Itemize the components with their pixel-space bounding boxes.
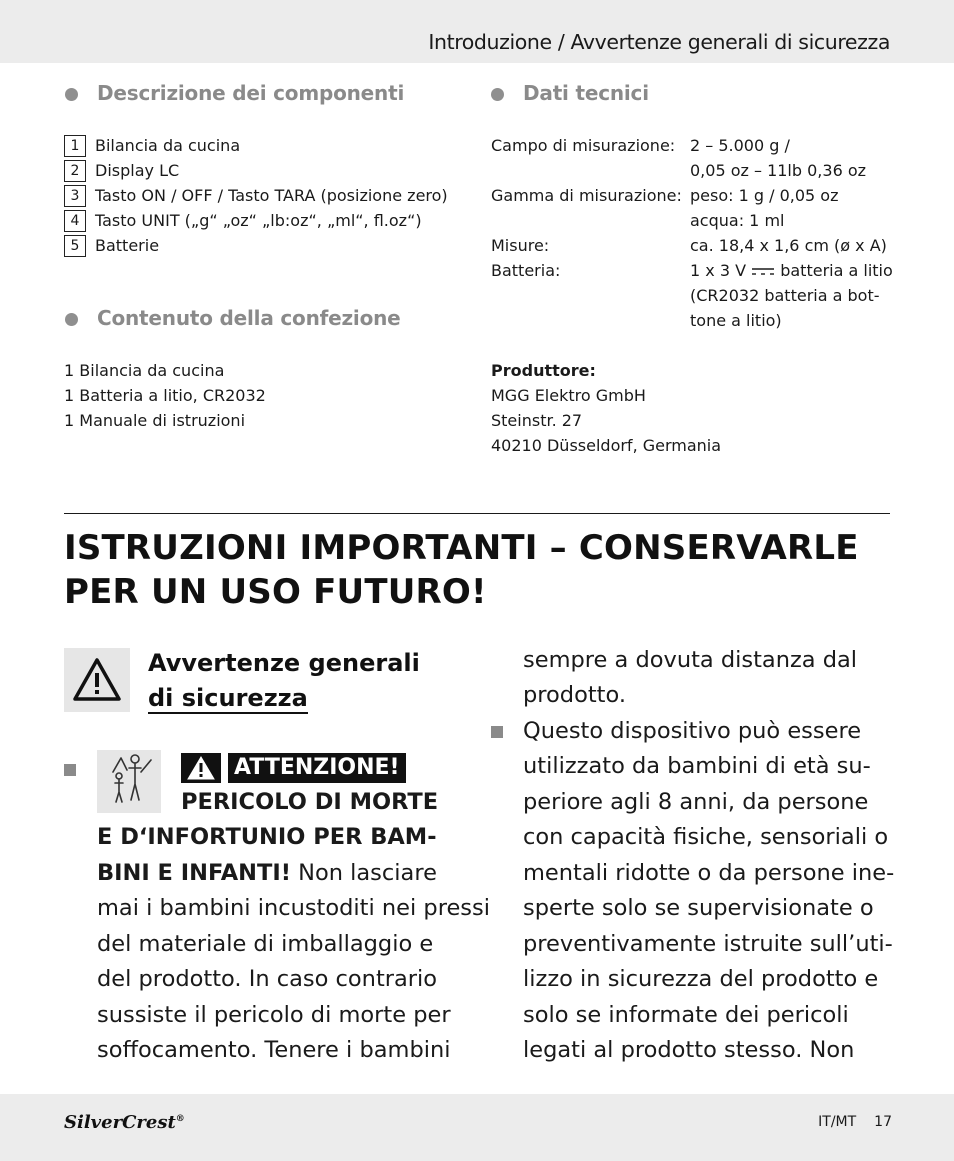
body-line: Questo dispositivo può essere xyxy=(523,718,862,744)
body-line: preventivamente istruite sull’uti- xyxy=(523,931,893,957)
tech-value-battery: 1 x 3 V batteria a litio xyxy=(690,261,893,280)
body-line: soffocamento. Tenere i bambini xyxy=(97,1037,451,1063)
item-number: 3 xyxy=(64,185,86,207)
body-line: prodotto. xyxy=(523,682,627,708)
page-number: 17 xyxy=(874,1114,892,1130)
tech-value: 2 – 5.000 g / xyxy=(690,136,790,155)
warning-triangle-icon xyxy=(64,648,130,712)
item-number: 2 xyxy=(64,160,86,182)
list-item xyxy=(64,158,448,183)
main-title: ISTRUZIONI IMPORTANTI – CONSERVARLE PER UN USO FUTURO! xyxy=(64,528,859,612)
body-line: periore agli 8 anni, da persone xyxy=(523,789,869,815)
item-label: Bilancia da cucina xyxy=(95,136,241,155)
components-list xyxy=(64,133,448,258)
item-label: Batterie xyxy=(95,236,160,255)
tech-value: tone a litio) xyxy=(690,311,782,330)
body-line: utilizzato da bambini di età su- xyxy=(523,753,871,779)
manufacturer-line: 40210 Düsseldorf, Germania xyxy=(491,436,722,455)
tech-label: Campo di misurazione: xyxy=(491,136,676,155)
tech-heading: Dati tecnici xyxy=(523,81,649,105)
square-bullet-icon xyxy=(64,764,76,776)
list-item xyxy=(64,233,448,258)
body-line: mentali ridotte o da persone ine- xyxy=(523,860,895,886)
item-label: Display LC xyxy=(95,161,180,180)
item-label: Tasto UNIT („g“ „oz“ „lb:oz“, „ml“, fl.oz“) xyxy=(95,211,422,230)
body-line: mai i bambini incustoditi nei pressi xyxy=(97,895,490,921)
package-heading: Contenuto della confezione xyxy=(97,306,401,330)
danger-line-mixed: BINI E INFANTI! Non lasciare xyxy=(97,860,437,886)
list-item xyxy=(64,183,448,208)
list-item: 1 Batteria a litio, CR2032 xyxy=(64,386,266,405)
attention-triangle-icon xyxy=(181,753,221,783)
safety-heading: Avvertenze generali di sicurezza xyxy=(148,649,420,712)
list-item: 1 Bilancia da cucina xyxy=(64,361,225,380)
locale-code: IT/MT xyxy=(818,1114,857,1130)
manufacturer-line: Steinstr. 27 xyxy=(491,411,583,430)
tech-value: 0,05 oz – 11lb 0,36 oz xyxy=(690,161,867,180)
package-list xyxy=(64,358,266,433)
section-bullet-icon xyxy=(491,88,504,101)
square-bullet-icon xyxy=(491,726,503,738)
item-label: Tasto ON / OFF / Tasto TARA (posizione zero) xyxy=(95,186,448,205)
body-line: lizzo in sicurezza del prodotto e xyxy=(523,966,879,992)
list-item: 1 Manuale di istruzioni xyxy=(64,411,246,430)
tech-label: Batteria: xyxy=(491,261,561,280)
body-line: con capacità fisiche, sensoriali o xyxy=(523,824,889,850)
body-line: solo se informate dei pericoli xyxy=(523,1002,849,1028)
body-line: sussiste il pericolo di morte per xyxy=(97,1002,451,1028)
item-number: 1 xyxy=(64,135,86,157)
body-line: del materiale di imballaggio e xyxy=(97,931,434,957)
manufacturer-line: MGG Elektro GmbH xyxy=(491,386,646,405)
body-line: del prodotto. In caso contrario xyxy=(97,966,438,992)
manufacturer-label: Produttore: xyxy=(491,361,596,380)
danger-line: E D‘INFORTUNIO PER BAM- xyxy=(97,824,437,850)
tech-value: ca. 18,4 x 1,6 cm (ø x A) xyxy=(690,236,887,255)
tech-value: peso: 1 g / 0,05 oz xyxy=(690,186,839,205)
brand-logo: SilverCrest® xyxy=(64,1112,185,1133)
child-hazard-icon xyxy=(97,750,161,813)
list-item xyxy=(64,208,448,233)
page-info xyxy=(818,1114,892,1130)
attention-label: ATTENZIONE! xyxy=(228,753,406,783)
dc-symbol-icon xyxy=(751,266,775,278)
page-header-title: Introduzione / Avvertenze generali di sicurezza xyxy=(428,30,890,54)
item-number: 4 xyxy=(64,210,86,232)
item-number: 5 xyxy=(64,235,86,257)
tech-label: Misure: xyxy=(491,236,550,255)
danger-line: PERICOLO DI MORTE xyxy=(181,789,439,815)
body-line: sperte solo se supervisionate o xyxy=(523,895,874,921)
list-item xyxy=(64,133,448,158)
tech-label: Gamma di misurazione: xyxy=(491,186,682,205)
tech-value: (CR2032 batteria a bot- xyxy=(690,286,880,305)
tech-value: acqua: 1 ml xyxy=(690,211,785,230)
body-line: legati al prodotto stesso. Non xyxy=(523,1037,855,1063)
section-bullet-icon xyxy=(65,88,78,101)
section-bullet-icon xyxy=(65,313,78,326)
components-heading: Descrizione dei componenti xyxy=(97,81,405,105)
divider xyxy=(64,513,890,514)
body-line: sempre a dovuta distanza dal xyxy=(523,647,858,673)
